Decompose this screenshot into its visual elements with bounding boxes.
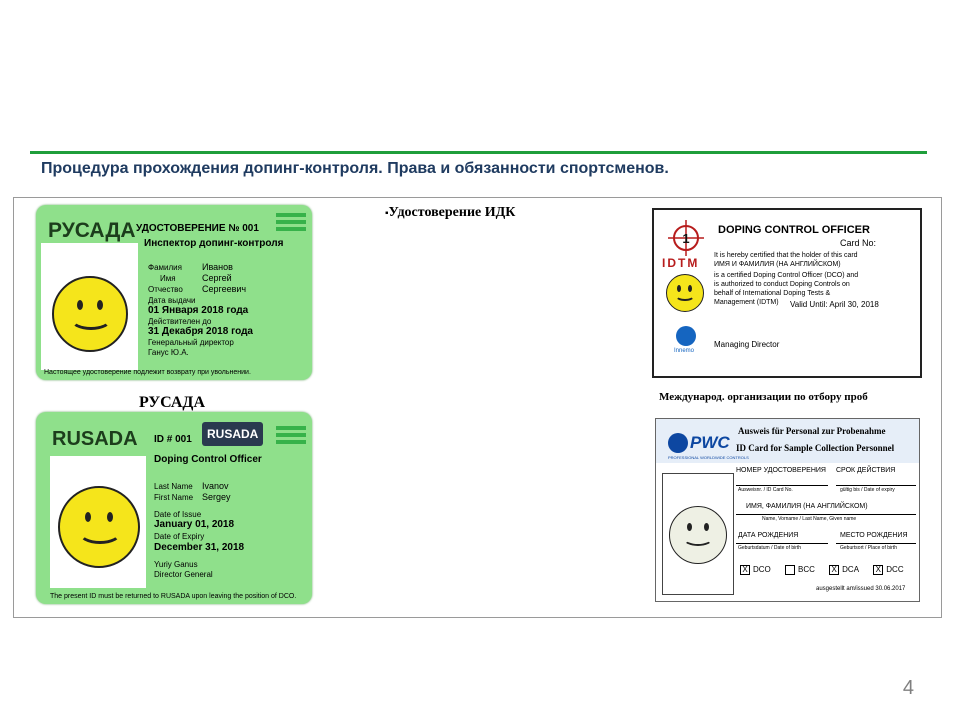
expiry-label: Date of Expiry bbox=[154, 532, 205, 541]
pwc-f3a-sub: Geburtsdatum / Date of birth bbox=[738, 545, 802, 551]
pwc-f3b: МЕСТО РОЖДЕНИЯ bbox=[840, 532, 908, 539]
row-value-1: Sergey bbox=[202, 492, 231, 502]
idtm-valid: Valid Until: April 30, 2018 bbox=[790, 300, 879, 309]
row-value-0: Ivanov bbox=[202, 481, 229, 491]
pwc-title-en: ID Card for Sample Collection Personnel bbox=[736, 443, 895, 453]
card-footer: The present ID must be returned to RUSADA upon leaving the position of DCO. bbox=[50, 593, 297, 600]
card-logo: RUSADA bbox=[52, 428, 138, 450]
valid-label: Действителен до bbox=[148, 317, 212, 326]
row-value-2: Сергеевич bbox=[202, 284, 247, 294]
issue-value: January 01, 2018 bbox=[154, 519, 235, 530]
idtm-title: DOPING CONTROL OFFICER bbox=[718, 224, 870, 236]
row-label-1: First Name bbox=[154, 493, 194, 502]
pwc-f1a-sub: Ausweisnr. / ID Card No. bbox=[738, 487, 793, 493]
issued-value: 01 Января 2018 года bbox=[148, 305, 249, 316]
card-id: ID # 001 bbox=[154, 434, 192, 445]
card-role: Doping Control Officer bbox=[154, 454, 262, 465]
check-dco: X DCO bbox=[740, 565, 771, 574]
label-rusada: РУСАДА bbox=[139, 394, 205, 411]
pwc-card bbox=[655, 418, 920, 602]
row-label-1: Имя bbox=[160, 274, 176, 283]
pwc-f2: ИМЯ, ФАМИЛИЯ (НА АНГЛИЙСКОМ) bbox=[746, 503, 868, 510]
pwc-title-de: Ausweis für Personal zur Probenahme bbox=[738, 426, 886, 436]
idtm-card-no: Card No: bbox=[840, 238, 877, 248]
label-idk-text: Удостоверение ИДК bbox=[388, 205, 516, 220]
issue-label: Date of Issue bbox=[154, 510, 202, 519]
row-label-2: Отчество bbox=[148, 285, 183, 294]
target-icon bbox=[668, 220, 704, 256]
idtm-card bbox=[652, 208, 922, 378]
smiley-icon bbox=[666, 274, 704, 312]
photo-frame bbox=[662, 473, 734, 595]
pwc-f3b-sub: Geburtsort / Place of birth bbox=[840, 545, 897, 551]
row-label-0: Last Name bbox=[154, 482, 193, 491]
row-label-0: Фамилия bbox=[148, 263, 182, 272]
page-number: 4 bbox=[902, 677, 914, 699]
director-label: Генеральный директор bbox=[148, 338, 234, 347]
title-underline bbox=[30, 151, 927, 154]
check-dca: X DCA bbox=[829, 565, 859, 574]
card-stripes bbox=[276, 426, 306, 447]
idtm-line2: ИМЯ И ФАМИЛИЯ (НА АНГЛИЙСКОМ) bbox=[714, 261, 841, 268]
check-dcc: X DCC bbox=[873, 565, 903, 574]
smiley-icon bbox=[669, 506, 727, 564]
photo-frame bbox=[41, 243, 138, 370]
pwc-issued: ausgestellt am/issued 30.06.2017 bbox=[816, 586, 906, 592]
pwc-checks bbox=[740, 565, 904, 575]
idtm-line1: It is hereby certified that the holder of this card bbox=[714, 252, 858, 259]
hologram-stamp: RUSADA bbox=[202, 422, 263, 446]
card-header: УДОСТОВЕРЕНИЕ № 001 bbox=[136, 223, 259, 234]
card-footer: Настоящее удостоверение подлежит возврату при увольнении. bbox=[44, 369, 251, 376]
director-name: Ганус Ю.А. bbox=[148, 348, 189, 357]
pwc-f2-sub: Name, Vorname / Last Name, Given name bbox=[762, 516, 857, 522]
expiry-value: December 31, 2018 bbox=[154, 542, 245, 553]
svg-text:1: 1 bbox=[682, 231, 690, 246]
card-logo: РУСАДА bbox=[48, 219, 136, 242]
photo-frame bbox=[50, 456, 146, 588]
label-idk bbox=[385, 205, 515, 221]
smiley-icon bbox=[58, 486, 140, 568]
pwc-globe-icon bbox=[668, 433, 688, 453]
check-bcc: BCC bbox=[785, 565, 815, 574]
issued-label: Дата выдачи bbox=[148, 296, 196, 305]
globe-icon bbox=[676, 326, 696, 346]
pwc-logo: PWC bbox=[690, 433, 730, 452]
card-stripes bbox=[276, 213, 306, 234]
pwc-tagline: PROFESSIONAL WORLDWIDE CONTROLS bbox=[668, 455, 749, 460]
pwc-f1a: НОМЕР УДОСТОВЕРЕНИЯ bbox=[736, 467, 826, 474]
row-value-1: Сергей bbox=[202, 273, 232, 283]
director-label: Director General bbox=[154, 570, 213, 579]
card-subheader: Инспектор допинг-контроля bbox=[144, 238, 284, 249]
pwc-f3a: ДАТА РОЖДЕНИЯ bbox=[738, 532, 799, 539]
slide-title: Процедура прохождения допинг-контроля. Права и обязанности спортсменов. bbox=[41, 160, 669, 177]
row-value-0: Иванов bbox=[202, 262, 233, 272]
idtm-logo: IDTM bbox=[662, 256, 700, 270]
bullet-icon: ▪ bbox=[385, 208, 389, 219]
smiley-icon bbox=[52, 276, 128, 352]
pwc-f1b-sub: gültig bis / Date of expiry bbox=[840, 487, 895, 493]
pwc-f1b: СРОК ДЕЙСТВИЯ bbox=[836, 467, 896, 474]
valid-value: 31 Декабря 2018 года bbox=[148, 326, 253, 337]
idtm-director: Managing Director bbox=[714, 340, 780, 349]
rusada-card-ru bbox=[36, 205, 312, 380]
label-intl: Международ. организации по отбору проб bbox=[659, 391, 868, 403]
idtm-line3: is a certified Doping Control Officer (DCO) and is authorized to conduct Doping Controls on behalf of International Doping Tests & Management (IDTM) bbox=[714, 272, 859, 306]
director-name: Yuriy Ganus bbox=[154, 560, 198, 569]
rusada-card-en bbox=[36, 412, 312, 604]
idtm-sub-logo: Innemo bbox=[674, 348, 695, 354]
